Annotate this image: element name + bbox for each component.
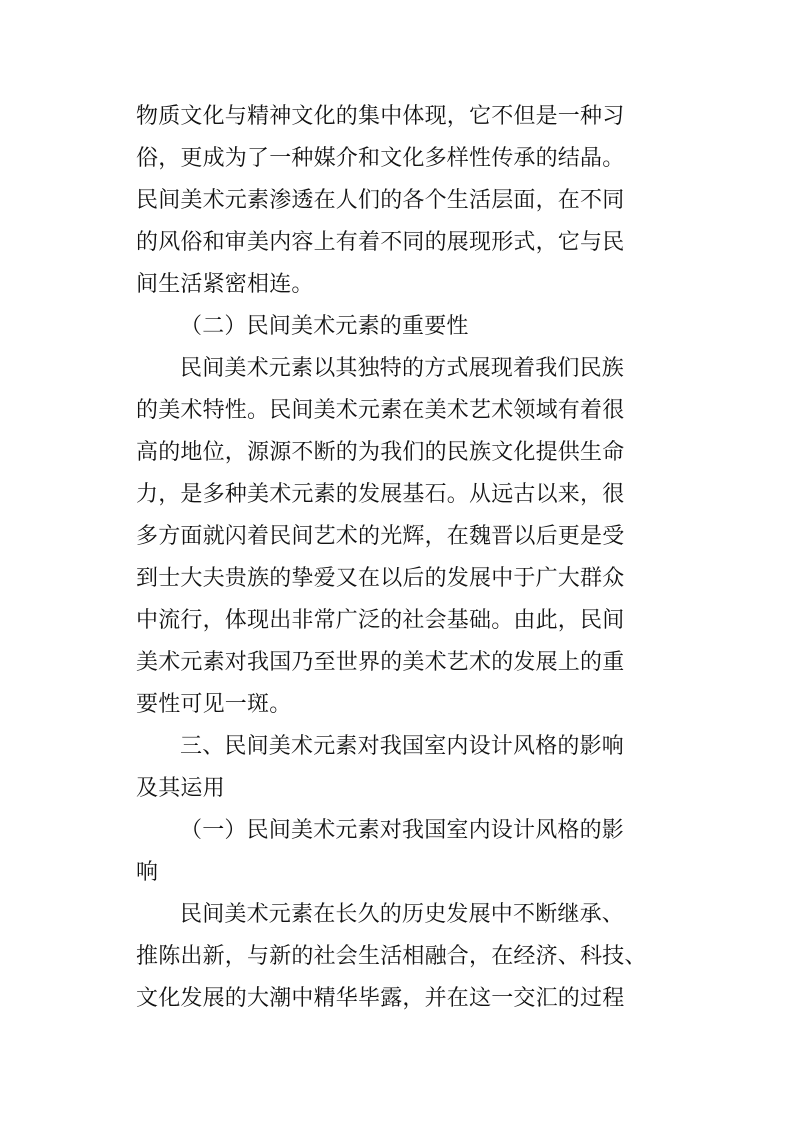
paragraph-line: 力，是多种美术元素的发展基石。从远古以来，很 xyxy=(136,482,625,507)
paragraph-line: 俗，更成为了一种媒介和文化多样性传承的结晶。 xyxy=(136,146,625,171)
paragraph-line: 民间美术元素在长久的历史发展中不断继承、 xyxy=(180,902,625,927)
section-heading-three-continued: 及其运用 xyxy=(136,776,225,801)
paragraph-line: 多方面就闪着民间艺术的光辉，在魏晋以后更是受 xyxy=(136,524,625,549)
paragraph-line: 物质文化与精神文化的集中体现，它不但是一种习 xyxy=(136,104,625,129)
paragraph-line: 推陈出新，与新的社会生活相融合，在经济、科技、 xyxy=(136,944,647,969)
subsection-heading-influence-continued: 响 xyxy=(136,860,159,885)
section-heading-importance: （二）民间美术元素的重要性 xyxy=(180,314,469,339)
paragraph-line: 民间美术元素渗透在人们的各个生活层面，在不同 xyxy=(136,188,625,213)
subsection-heading-influence: （一）民间美术元素对我国室内设计风格的影 xyxy=(180,818,625,843)
paragraph-line: 高的地位，源源不断的为我们的民族文化提供生命 xyxy=(136,440,625,465)
paragraph-line: 的风俗和审美内容上有着不同的展现形式，它与民 xyxy=(136,230,625,255)
paragraph-line: 到士大夫贵族的挚爱又在以后的发展中于广大群众 xyxy=(136,566,625,591)
paragraph-line: 民间美术元素以其独特的方式展现着我们民族 xyxy=(180,356,625,381)
paragraph-line: 文化发展的大潮中精华毕露，并在这一交汇的过程 xyxy=(136,986,625,1011)
section-heading-three: 三、民间美术元素对我国室内设计风格的影响 xyxy=(180,734,625,759)
paragraph-line: 美术元素对我国乃至世界的美术艺术的发展上的重 xyxy=(136,650,625,675)
paragraph-line: 要性可见一斑。 xyxy=(136,692,292,717)
paragraph-line: 中流行，体现出非常广泛的社会基础。由此，民间 xyxy=(136,608,625,633)
document-body xyxy=(136,96,676,1020)
paragraph-line: 间生活紧密相连。 xyxy=(136,272,314,297)
paragraph-line: 的美术特性。民间美术元素在美术艺术领域有着很 xyxy=(136,398,625,423)
